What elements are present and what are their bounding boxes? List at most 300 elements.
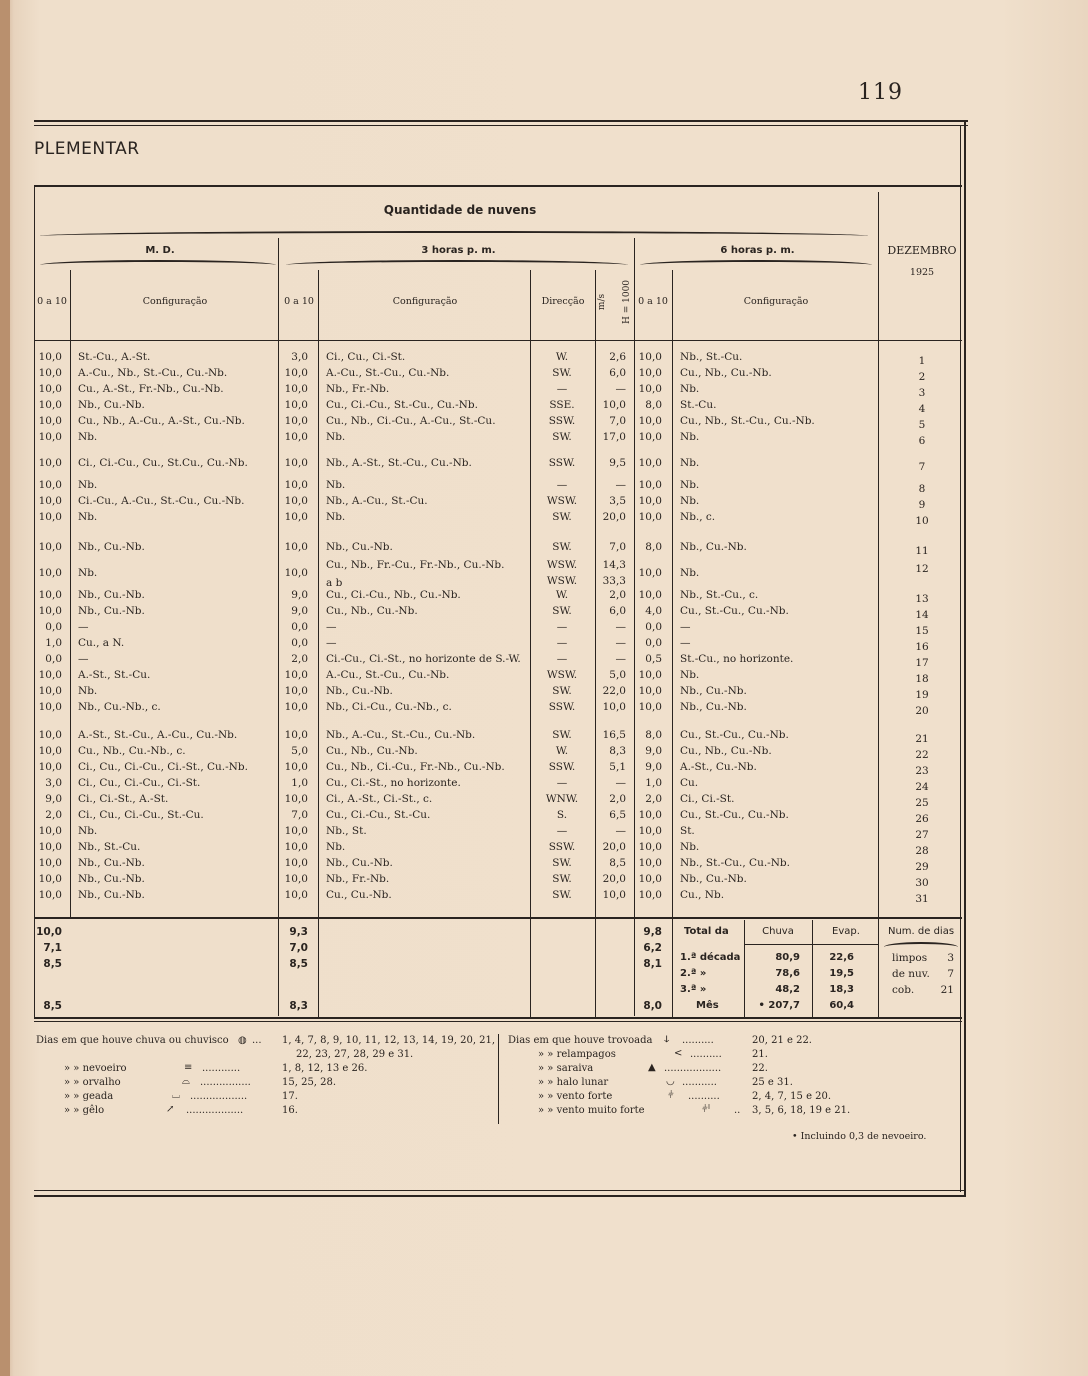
vline-3h-start [278,238,279,1016]
row-24-3h: 1,0 [291,777,308,789]
row-10-3h: 10,0 [284,511,308,523]
row-2-md-config: A.-Cu., Nb., St.-Cu., Cu.-Nb. [78,367,228,379]
legend-dew-label: » » orvalho [64,1077,121,1088]
row-9-md: 10,0 [38,495,62,507]
row-6-md-config: Nb. [78,431,98,443]
row-4-6h: 8,0 [645,399,662,411]
md-brace [40,260,276,270]
legend-hail-value: 22. [752,1063,768,1074]
row-4-speed: 10,0 [602,399,626,411]
row-16-md-config: Cu., a N. [78,637,125,649]
row-17-speed: — [615,653,626,665]
row-5-direction: SSW. [548,415,576,427]
row-25-6h-config: Ci., Ci.-St. [680,793,735,805]
row-23-direction: SSW. [548,761,576,773]
row-18-day: 18 [915,673,929,685]
row-26-md-config: Ci., Cu., Ci.-Cu., St.-Cu. [78,809,204,821]
row-27-md-config: Nb. [78,825,98,837]
row-26-6h-config: Cu., St.-Cu., Cu.-Nb. [680,809,789,821]
halo-icon: ◡ [666,1076,675,1087]
row-8-day: 8 [918,483,926,495]
row-23-md-config: Ci., Cu., Ci.-Cu., Ci.-St., Cu.-Nb. [78,761,248,773]
row-14-md: 10,0 [38,605,62,617]
row-15-md-config: — [78,621,89,633]
row-16-direction: — [556,637,568,649]
row-9-direction: WSW. [546,495,578,507]
row-4-direction: SSE. [549,399,575,411]
row-29-6h: 10,0 [638,857,662,869]
evap-3: 60,4 [829,1000,854,1011]
strong-wind-icon: ⫩ᴵ [702,1104,711,1115]
row-5-md-config: Cu., Nb., A.-Cu., A.-St., Cu.-Nb. [78,415,245,427]
row-22-speed: 8,3 [609,745,626,757]
row-27-day: 27 [915,829,929,841]
sum-md-3: 8,5 [43,1000,62,1012]
row-11-direction: SW. [552,541,572,553]
evap-2: 18,3 [829,984,854,995]
row-27-md: 10,0 [38,825,62,837]
legend-rain-dots: ... [252,1035,262,1046]
sum-6h-3: 8,0 [643,1000,662,1012]
row-14-day: 14 [915,609,929,621]
row-10-3h-config: Nb. [326,511,346,523]
num-dias-label: Num. de dias [887,926,955,937]
row-16-3h-config: — [326,637,337,649]
row-11-3h-config: Nb., Cu.-Nb. [326,541,393,553]
legend-thunder-value: 20, 21 e 22. [752,1035,812,1046]
row-31-6h-config: Cu., Nb. [680,889,725,901]
row-21-speed: 16,5 [602,729,626,741]
row-2-3h-config: A.-Cu., St.-Cu., Cu.-Nb. [326,367,450,379]
legend-thunder-label: Dias em que houve trovoada [508,1035,653,1046]
row-28-md: 10,0 [38,841,62,853]
row-15-speed: — [615,621,626,633]
section-3h: 3 horas p. m. [421,245,496,256]
row-18-md-config: A.-St., St.-Cu. [78,669,151,681]
row-27-6h-config: St. [680,825,695,837]
rain-icon: ◍ [238,1035,247,1046]
row-15-direction: — [556,621,568,633]
row-25-day: 25 [915,797,929,809]
row-18-speed: 5,0 [609,669,626,681]
row-19-6h: 10,0 [638,685,662,697]
legend-strongwind-dots: .. [734,1105,741,1116]
row-10-day: 10 [915,515,929,527]
legend-halo-value: 25 e 31. [752,1077,793,1088]
row-7-3h-config: Nb., A.-St., St.-Cu., Cu.-Nb. [326,457,472,469]
row-2-3h: 10,0 [284,367,308,379]
page-header: PLEMENTAR [34,139,140,159]
row-23-speed: 5,1 [609,761,626,773]
row-9-6h-config: Nb. [680,495,700,507]
legend-lightning-label: » » relampagos [538,1049,616,1060]
row-13-3h: 9,0 [291,589,308,601]
row-3-3h-config: Nb., Fr.-Nb. [326,383,390,395]
row-22-direction: W. [555,745,569,757]
row-21-md: 10,0 [38,729,62,741]
bottom-rule [34,1195,966,1197]
dias-value-1: 7 [947,968,954,980]
row-16-6h-config: — [680,637,691,649]
row-24-day: 24 [915,781,929,793]
row-13-direction: W. [555,589,569,601]
row-25-6h: 2,0 [645,793,662,805]
row-23-3h-config: Cu., Nb., Ci.-Cu., Fr.-Nb., Cu.-Nb. [326,761,505,773]
row-12-6h-config: Nb. [680,567,700,579]
row-23-6h-config: A.-St., Cu.-Nb. [680,761,757,773]
row-21-3h: 10,0 [284,729,308,741]
row-6-3h: 10,0 [284,431,308,443]
row-17-direction: — [556,653,568,665]
row-21-6h: 8,0 [645,729,662,741]
row-20-6h: 10,0 [638,701,662,713]
row-10-6h: 10,0 [638,511,662,523]
row-19-direction: SW. [552,685,572,697]
row-12-direction-2: WSW. [546,575,578,587]
row-4-3h-config: Cu., Ci.-Cu., St.-Cu., Cu.-Nb. [326,399,478,411]
row-30-direction: SW. [552,873,572,885]
total-label: Total da [684,926,729,937]
row-25-speed: 2,0 [609,793,626,805]
row-24-direction: — [556,777,568,789]
col-3h-scale: 0 a 10 [284,296,314,307]
row-29-speed: 8,5 [609,857,626,869]
row-2-md: 10,0 [38,367,62,379]
row-6-6h-config: Nb. [680,431,700,443]
sum-3h-3: 8,3 [289,1000,308,1012]
evap-1: 19,5 [829,968,854,979]
row-12-speed: 14,3 [602,559,626,571]
row-22-3h-config: Cu., Nb., Cu.-Nb. [326,745,418,757]
section-6h: 6 horas p. m. [720,245,795,256]
row-31-direction: SW. [552,889,572,901]
sum-3h-2: 8,5 [289,958,308,970]
lightning-icon: < [674,1048,683,1059]
row-30-3h: 10,0 [284,873,308,885]
row-18-3h-config: A.-Cu., St.-Cu., Cu.-Nb. [326,669,450,681]
legend-strongwind-value: 3, 5, 6, 18, 19 e 21. [752,1105,851,1116]
dew-icon: ⌓ [182,1076,190,1087]
row-7-6h-config: Nb. [680,457,700,469]
chuva-label: Chuva [762,926,794,937]
table-bottom-rule [34,1017,962,1019]
row-22-md: 10,0 [38,745,62,757]
row-15-3h-config: — [326,621,337,633]
row-15-6h-config: — [680,621,691,633]
sum-6h-2: 8,1 [643,958,662,970]
legend-halo-dots: ........... [682,1077,717,1088]
row-2-speed: 6,0 [609,367,626,379]
top-rule-thin [34,125,968,126]
row-3-day: 3 [918,387,926,399]
row-8-md: 10,0 [38,479,62,491]
row-29-6h-config: Nb., St.-Cu., Cu.-Nb. [680,857,790,869]
row-5-md: 10,0 [38,415,62,427]
row-12-3h-config: Cu., Nb., Fr.-Cu., Fr.-Nb., Cu.-Nb. [326,559,505,571]
vline-3h-config [318,270,319,1017]
row-31-6h: 10,0 [638,889,662,901]
row-3-3h: 10,0 [284,383,308,395]
row-22-md-config: Cu., Nb., Cu.-Nb., c. [78,745,186,757]
row-10-md: 10,0 [38,511,62,523]
row-8-direction: — [556,479,568,491]
row-9-6h: 10,0 [638,495,662,507]
row-2-6h: 10,0 [638,367,662,379]
row-6-md: 10,0 [38,431,62,443]
row-13-6h-config: Nb., St.-Cu., c. [680,589,759,601]
row-18-6h-config: Nb. [680,669,700,681]
col-md-config: Configuração [142,296,208,307]
row-1-3h-config: Ci., Cu., Ci.-St. [326,351,406,363]
row-3-md-config: Cu., A.-St., Fr.-Nb., Cu.-Nb. [78,383,224,395]
row-30-3h-config: Nb., Fr.-Nb. [326,873,390,885]
col-6h-scale: 0 a 10 [638,296,668,307]
dias-label-1: de nuv. [892,968,930,980]
row-18-md: 10,0 [38,669,62,681]
legend-fog-label: » » nevoeiro [64,1063,127,1074]
row-21-day: 21 [915,733,929,745]
row-21-direction: SW. [552,729,572,741]
row-10-6h-config: Nb., c. [680,511,716,523]
row-8-md-config: Nb. [78,479,98,491]
row-5-3h: 10,0 [284,415,308,427]
row-19-3h-config: Nb., Cu.-Nb. [326,685,393,697]
frost-icon: ⌴ [172,1090,180,1101]
row-2-6h-config: Cu., Nb., Cu.-Nb. [680,367,772,379]
vline-direction [530,270,531,1017]
row-4-day: 4 [918,403,926,415]
legend-wind-label: » » vento forte [538,1091,613,1102]
row-12-6h: 10,0 [638,567,662,579]
row-28-3h-config: Nb. [326,841,346,853]
row-7-direction: SSW. [548,457,576,469]
legend-frost-dots: .................. [190,1091,248,1102]
row-1-speed: 2,6 [609,351,626,363]
row-17-day: 17 [915,657,929,669]
row-18-6h: 10,0 [638,669,662,681]
total-sub-rule [744,944,878,945]
h6-brace [640,260,872,270]
legend-rain-value2: 22, 23, 27, 28, 29 e 31. [296,1049,414,1060]
row-21-3h-config: Nb., A.-Cu., St.-Cu., Cu.-Nb. [326,729,476,741]
vline-6h-config [672,270,673,1017]
row-19-6h-config: Nb., Cu.-Nb. [680,685,747,697]
row-31-md: 10,0 [38,889,62,901]
row-9-3h: 10,0 [284,495,308,507]
row-30-md-config: Nb., Cu.-Nb. [78,873,145,885]
row-13-day: 13 [915,593,929,605]
row-13-6h: 10,0 [638,589,662,601]
period-1: 2.ª » [680,968,707,979]
row-15-3h: 0,0 [291,621,308,633]
chuva-1: 78,6 [775,968,800,979]
row-26-day: 26 [915,813,929,825]
row-14-3h: 9,0 [291,605,308,617]
row-13-3h-config: Cu., Ci.-Cu., Nb., Cu.-Nb. [326,589,461,601]
row-14-6h: 4,0 [645,605,662,617]
row-20-6h-config: Nb., Cu.-Nb. [680,701,747,713]
row-8-6h: 10,0 [638,479,662,491]
row-31-speed: 10,0 [602,889,626,901]
col-3h-config: Configuração [392,296,458,307]
row-11-speed: 7,0 [609,541,626,553]
chuva-3: • 207,7 [758,1000,800,1011]
row-26-3h: 7,0 [291,809,308,821]
fog-icon: ≡ [184,1062,193,1073]
h3-brace [286,260,628,270]
row-6-6h: 10,0 [638,431,662,443]
row-16-6h: 0,0 [645,637,662,649]
row-20-direction: SSW. [548,701,576,713]
row-16-md: 1,0 [45,637,62,649]
row-25-3h-config: Ci., A.-St., Ci.-St., c. [326,793,433,805]
row-28-3h: 10,0 [284,841,308,853]
bottom-rule-thin [34,1190,966,1191]
row-20-md: 10,0 [38,701,62,713]
row-8-3h: 10,0 [284,479,308,491]
row-14-6h-config: Cu., St.-Cu., Cu.-Nb. [680,605,789,617]
legend-rain-label: Dias em que houve chuva ou chuvisco [36,1035,229,1046]
header-bottom-rule [34,340,962,341]
row-18-direction: WSW. [546,669,578,681]
vline-day [878,192,879,1017]
row-14-3h-config: Cu., Nb., Cu.-Nb. [326,605,418,617]
row-2-day: 2 [918,371,926,383]
ice-icon: ↗ [166,1104,175,1115]
row-13-speed: 2,0 [609,589,626,601]
col-md-scale: 0 a 10 [37,296,67,307]
row-25-3h: 10,0 [284,793,308,805]
row-13-md-config: Nb., Cu.-Nb. [78,589,145,601]
row-20-md-config: Nb., Cu.-Nb., c. [78,701,161,713]
row-1-md: 10,0 [38,351,62,363]
row-19-speed: 22,0 [602,685,626,697]
row-28-direction: SSW. [548,841,576,853]
sum-md-2: 8,5 [43,958,62,970]
legend-rain-value: 1, 4, 7, 8, 9, 10, 11, 12, 13, 14, 19, 20, 21, [282,1035,496,1046]
legend-lightning-dots: .......... [690,1049,722,1060]
row-28-6h-config: Nb. [680,841,700,853]
row-29-3h: 10,0 [284,857,308,869]
row-28-6h: 10,0 [638,841,662,853]
row-7-md-config: Ci., Ci.-Cu., Cu., St.Cu., Cu.-Nb. [78,457,248,469]
row-19-md-config: Nb. [78,685,98,697]
row-27-3h-config: Nb., St. [326,825,367,837]
legend-fog-value: 1, 8, 12, 13 e 26. [282,1063,368,1074]
row-2-direction: SW. [552,367,572,379]
row-27-3h: 10,0 [284,825,308,837]
row-30-speed: 20,0 [602,873,626,885]
row-22-6h: 9,0 [645,745,662,757]
row-3-6h-config: Nb. [680,383,700,395]
wind-icon: ⫩ [668,1090,674,1101]
row-9-3h-config: Nb., A.-Cu., St.-Cu. [326,495,428,507]
row-14-md-config: Nb., Cu.-Nb. [78,605,145,617]
row-31-md-config: Nb., Cu.-Nb. [78,889,145,901]
row-4-6h-config: St.-Cu. [680,399,717,411]
row-12-day: 12 [915,563,929,575]
row-29-md-config: Nb., Cu.-Nb. [78,857,145,869]
row-26-3h-config: Cu., Ci.-Cu., St.-Cu. [326,809,431,821]
dias-label-0: limpos [892,952,928,964]
row-7-3h: 10,0 [284,457,308,469]
legend-hail-label: » » saraiva [538,1063,594,1074]
right-border [964,120,966,1197]
col-speed-bottom: H = 1000 [622,279,632,324]
footnote: • Incluindo 0,3 de nevoeiro. [792,1131,927,1142]
row-19-md: 10,0 [38,685,62,697]
row-24-6h-config: Cu. [680,777,699,789]
year-label: 1925 [909,267,935,278]
row-5-6h: 10,0 [638,415,662,427]
row-20-day: 20 [915,705,929,717]
evap-label: Evap. [832,926,860,937]
row-3-speed: — [615,383,626,395]
title-brace [40,231,868,241]
row-17-6h: 0,5 [645,653,662,665]
vline-summary-evap [812,920,813,1017]
row-22-3h: 5,0 [291,745,308,757]
row-12-3h: 10,0 [284,567,308,579]
row-10-speed: 20,0 [602,511,626,523]
thunder-icon: ↆ [664,1034,670,1045]
legend-divider [498,1034,499,1124]
col-speed-top: m/s [597,293,607,311]
row-5-3h-config: Cu., Nb., Ci.-Cu., A.-Cu., St.-Cu. [326,415,496,427]
row-1-direction: W. [555,351,569,363]
row-6-day: 6 [918,435,926,447]
row-8-3h-config: Nb. [326,479,346,491]
row-9-day: 9 [918,499,926,511]
row-27-direction: — [556,825,568,837]
row-25-md: 9,0 [45,793,62,805]
row-24-3h-config: Cu., Ci.-St., no horizonte. [326,777,461,789]
row-29-day: 29 [915,861,929,873]
legend-ice-value: 16. [282,1105,298,1116]
row-18-3h: 10,0 [284,669,308,681]
row-22-6h-config: Cu., Nb., Cu.-Nb. [680,745,772,757]
hail-icon: ▲ [648,1062,656,1073]
row-6-speed: 17,0 [602,431,626,443]
month-label: DEZEMBRO [887,244,957,257]
legend-thunder-dots: .......... [682,1035,714,1046]
row-3-md: 10,0 [38,383,62,395]
vline-md-config [70,270,71,918]
row-16-3h: 0,0 [291,637,308,649]
row-16-day: 16 [915,641,929,653]
row-1-6h-config: Nb., St.-Cu. [680,351,743,363]
table-title: Quantidade de nuvens [383,203,537,217]
row-7-speed: 9,5 [609,457,626,469]
legend-hail-dots: .................. [664,1063,722,1074]
row-16-speed: — [615,637,626,649]
row-19-3h: 10,0 [284,685,308,697]
row-1-md-config: St.-Cu., A.-St. [78,351,151,363]
row-8-speed: — [615,479,626,491]
row-29-3h-config: Nb., Cu.-Nb. [326,857,393,869]
sum-md-1: 7,1 [43,942,62,954]
row-12-direction: WSW. [546,559,578,571]
row-11-3h: 10,0 [284,541,308,553]
row-7-6h: 10,0 [638,457,662,469]
row-12-speed-2: 33,3 [602,575,626,587]
row-21-md-config: A.-St., St.-Cu., A.-Cu., Cu.-Nb. [78,729,238,741]
row-31-3h: 10,0 [284,889,308,901]
col-direction: Direcção [541,296,585,307]
sum-6h-0: 9,8 [643,926,662,938]
sum-3h-0: 9,3 [289,926,308,938]
row-24-6h: 1,0 [645,777,662,789]
